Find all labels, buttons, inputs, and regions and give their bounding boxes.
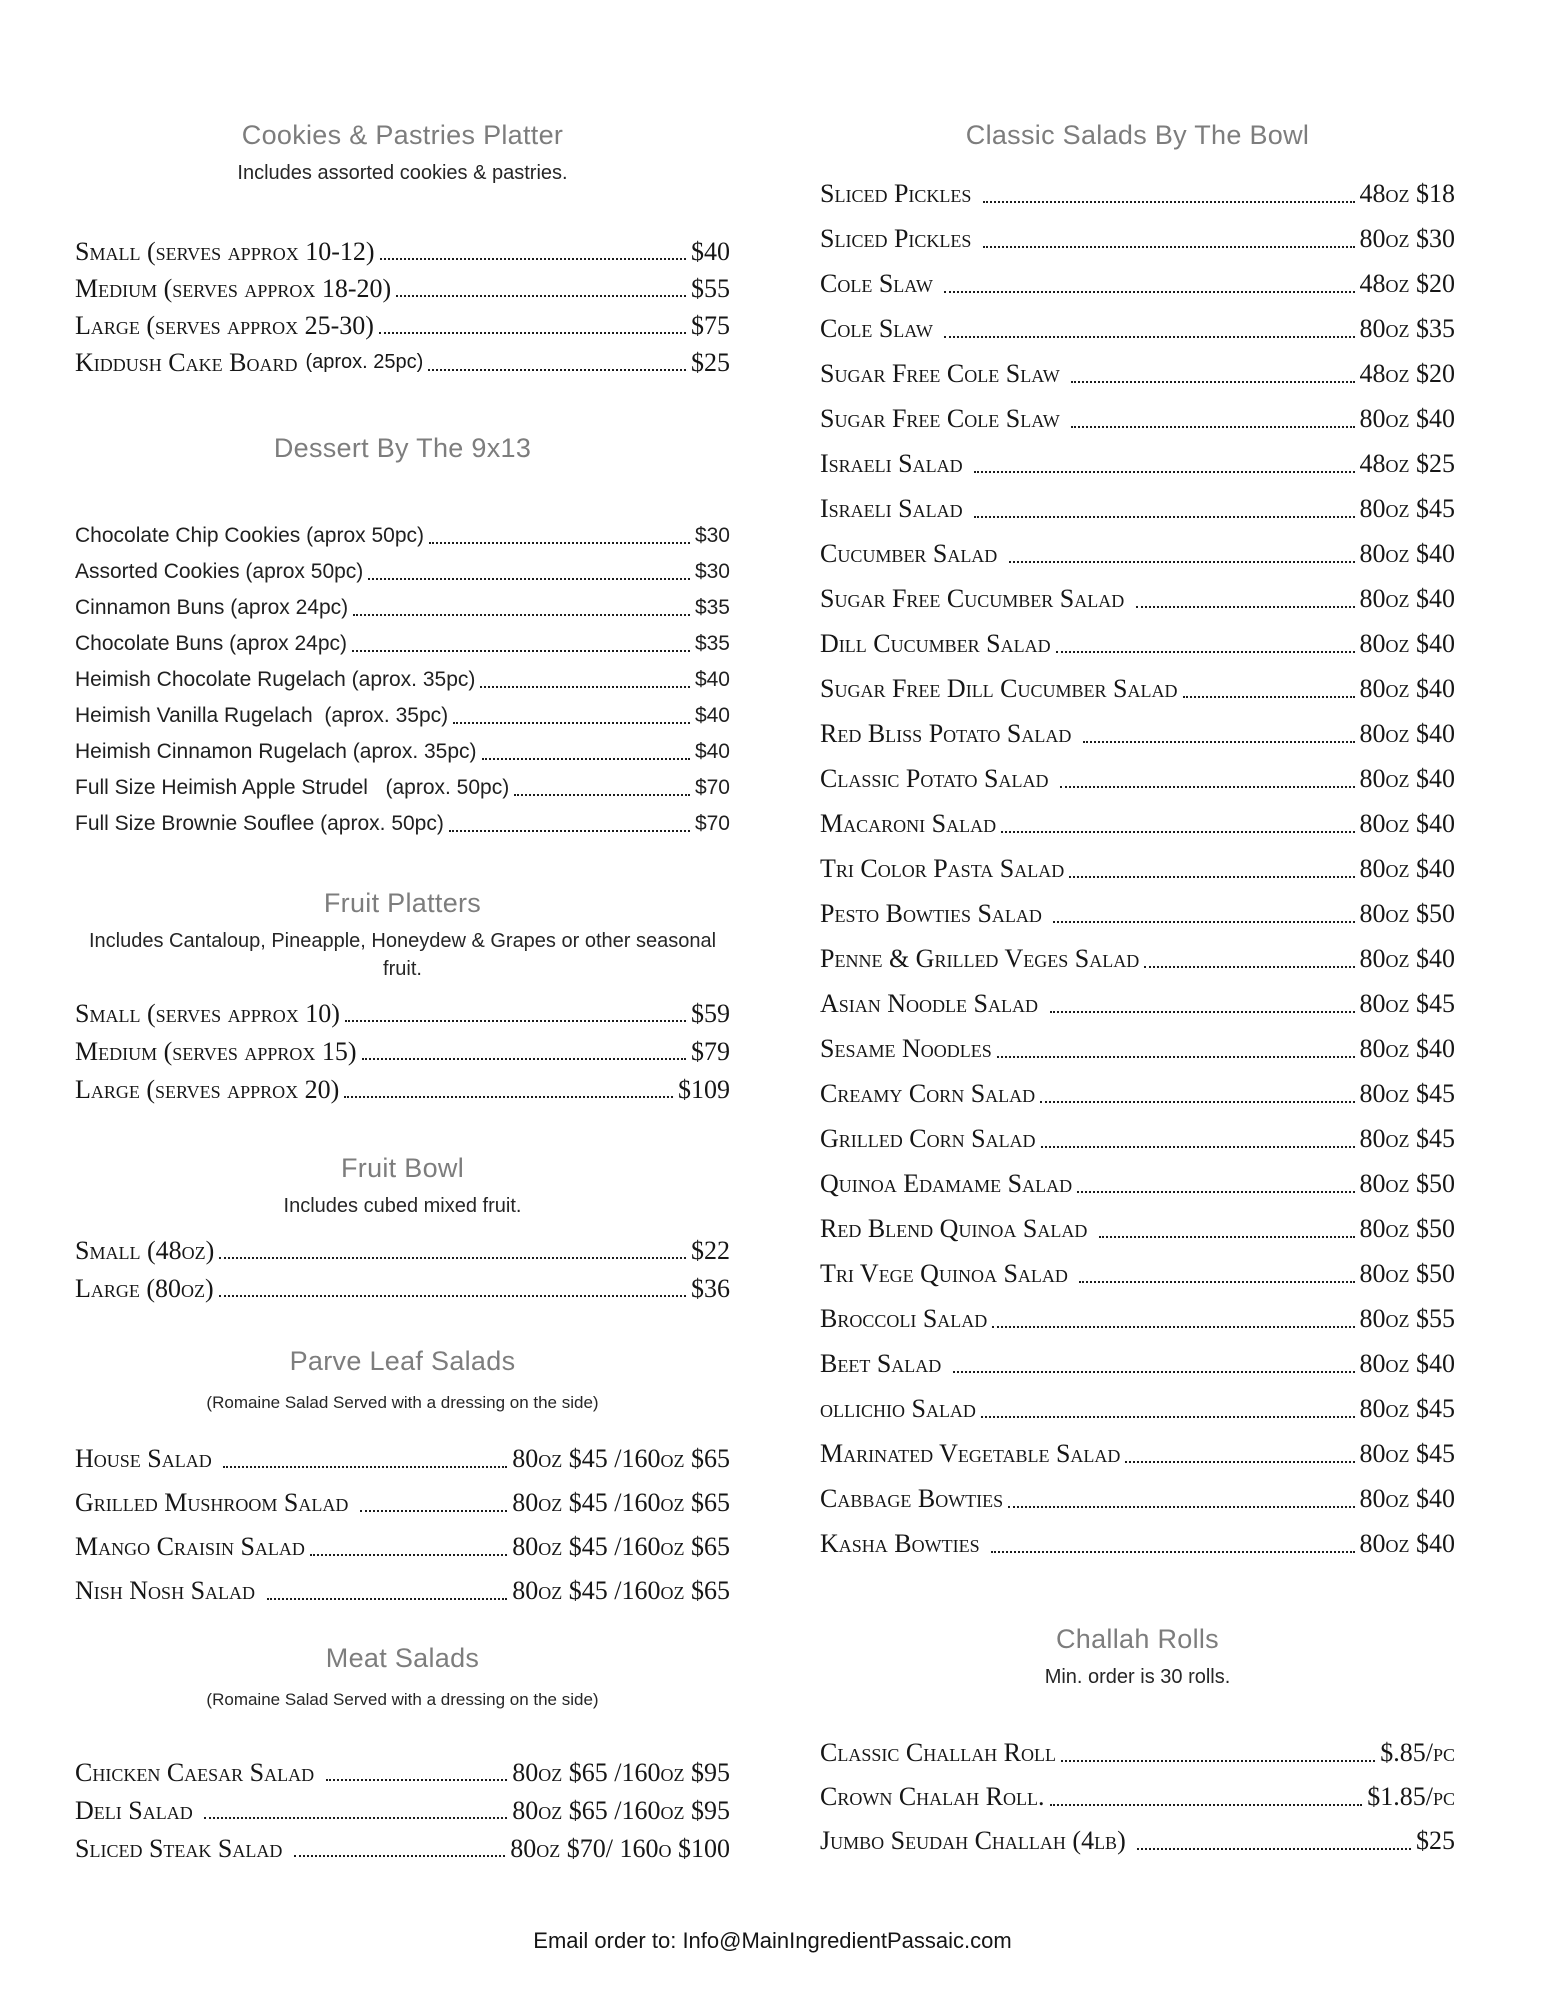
menu-item-row bbox=[75, 806, 730, 842]
dot-leader bbox=[1050, 1011, 1355, 1013]
menu-item-row bbox=[820, 1026, 1455, 1071]
section-items bbox=[820, 171, 1455, 1566]
menu-item-name: Macaroni Salad bbox=[820, 809, 997, 838]
menu-item-price: $30 bbox=[694, 560, 730, 583]
menu-item-name: Sesame Noodles bbox=[820, 1034, 992, 1063]
menu-item-name: Grilled Corn Salad bbox=[820, 1124, 1036, 1153]
menu-item-price: 80oz $45 bbox=[1359, 989, 1455, 1018]
menu-item-name: Sliced Steak Salad bbox=[75, 1834, 289, 1863]
section-classic-salads-by-the-bowl bbox=[820, 122, 1455, 1566]
menu-item-price: 80oz $40 bbox=[1359, 764, 1455, 793]
section-items bbox=[75, 995, 730, 1109]
section-fruit-platters bbox=[75, 890, 730, 1109]
menu-item-price: 80oz $40 bbox=[1359, 809, 1455, 838]
menu-item-name: Cucumber Salad bbox=[820, 539, 1004, 568]
dot-leader bbox=[997, 1056, 1355, 1058]
dot-leader bbox=[360, 1510, 507, 1512]
dot-leader bbox=[981, 1416, 1355, 1418]
menu-item-name: Penne & Grilled Veges Salad bbox=[820, 944, 1140, 973]
menu-item-name: Large (serves approx 25-30) bbox=[75, 311, 374, 340]
menu-item-row bbox=[820, 1819, 1455, 1863]
dot-leader bbox=[428, 369, 686, 371]
email-order-footer: Email order to: Info@MainIngredientPassaic.com bbox=[533, 1928, 1012, 1953]
menu-item-price: $30 bbox=[694, 524, 730, 547]
menu-item-name: Creamy Corn Salad bbox=[820, 1079, 1036, 1108]
section-subtitle: Min. order is 30 rolls. bbox=[1044, 1666, 1231, 1688]
dot-leader bbox=[992, 1326, 1354, 1328]
right-column bbox=[820, 122, 1455, 1868]
section-title: Meat Salads bbox=[325, 1643, 480, 1673]
dot-leader bbox=[1136, 606, 1355, 608]
menu-item-row bbox=[75, 270, 730, 307]
menu-item-name: Chicken Caesar Salad bbox=[75, 1758, 321, 1787]
dot-leader bbox=[345, 1020, 686, 1022]
menu-item-price: $22 bbox=[691, 1236, 730, 1265]
menu-item-price: $55 bbox=[691, 274, 730, 303]
section-title: Fruit Bowl bbox=[340, 1153, 465, 1183]
menu-item-row bbox=[820, 846, 1455, 891]
dot-leader bbox=[1183, 696, 1355, 698]
dot-leader bbox=[1050, 1804, 1363, 1806]
menu-item-price: 80oz $65 /160oz $95 bbox=[512, 1758, 730, 1787]
menu-item-price: 80oz $45 /160oz $65 bbox=[512, 1488, 730, 1517]
menu-item-name: Small (serves approx 10) bbox=[75, 999, 340, 1028]
menu-item-price: 80oz $45 /160oz $65 bbox=[512, 1576, 730, 1605]
menu-item-name: Broccoli Salad bbox=[820, 1304, 988, 1333]
dot-leader bbox=[1083, 741, 1355, 743]
menu-item-row bbox=[820, 1521, 1455, 1566]
section-title: Challah Rolls bbox=[1056, 1624, 1219, 1654]
menu-item-row bbox=[820, 1341, 1455, 1386]
menu-item-row bbox=[820, 531, 1455, 576]
menu-item-name: Full Size Brownie Souflee (aprox. 50pc) bbox=[75, 812, 444, 835]
dot-leader bbox=[974, 516, 1354, 518]
menu-item-name: Sugar Free Cucumber Salad bbox=[820, 584, 1131, 613]
menu-item-row bbox=[820, 1251, 1455, 1296]
dot-leader bbox=[1144, 966, 1354, 968]
menu-item-note: (aprox. 25pc) bbox=[305, 351, 424, 373]
menu-item-name: Full Size Heimish Apple Strudel (aprox. 50pc) bbox=[75, 776, 510, 799]
left-column bbox=[75, 122, 730, 1868]
menu-item-name: Grilled Mushroom Salad bbox=[75, 1488, 355, 1517]
dot-leader bbox=[991, 1551, 1354, 1553]
menu-item-price: $25 bbox=[691, 348, 730, 377]
menu-item-name: Crown Chalah Roll. bbox=[820, 1782, 1045, 1811]
menu-item-row bbox=[75, 1525, 730, 1569]
menu-item-price: 80oz $45 bbox=[1359, 1124, 1455, 1153]
menu-item-name: Sugar Free Cole Slaw bbox=[820, 404, 1067, 433]
menu-item-row bbox=[820, 1476, 1455, 1521]
dot-leader bbox=[344, 1096, 673, 1098]
menu-item-price: 80oz $65 /160oz $95 bbox=[512, 1796, 730, 1825]
menu-item-name: ollichio Salad bbox=[820, 1394, 976, 1423]
menu-item-name: Cole Slaw bbox=[820, 314, 940, 343]
menu-item-price: 80oz $50 bbox=[1359, 1214, 1455, 1243]
menu-item-price: 80oz $40 bbox=[1359, 1034, 1455, 1063]
section-title: Parve Leaf Salads bbox=[289, 1346, 516, 1376]
menu-item-price: 80oz $40 bbox=[1359, 719, 1455, 748]
menu-item-name: Dill Cucumber Salad bbox=[820, 629, 1051, 658]
menu-item-price: 80oz $35 bbox=[1359, 314, 1455, 343]
menu-item-row bbox=[820, 801, 1455, 846]
menu-item-row bbox=[820, 711, 1455, 756]
menu-item-price: 80oz $45 bbox=[1359, 1439, 1455, 1468]
menu-item-price: 80oz $70/ 160o $100 bbox=[510, 1834, 730, 1863]
dot-leader bbox=[380, 258, 686, 260]
dot-leader bbox=[396, 295, 686, 297]
menu-item-price: 80oz $45 /160oz $65 bbox=[512, 1532, 730, 1561]
dot-leader bbox=[1071, 381, 1354, 383]
dot-leader bbox=[1137, 1848, 1411, 1850]
menu-item-row bbox=[820, 441, 1455, 486]
menu-item-name: Assorted Cookies (aprox 50pc) bbox=[75, 560, 364, 583]
menu-item-name: Small (48oz) bbox=[75, 1236, 215, 1265]
menu-item-price: 80oz $50 bbox=[1359, 899, 1455, 928]
dot-leader bbox=[1008, 1506, 1354, 1508]
menu-item-row bbox=[75, 626, 730, 662]
menu-item-name: Marinated Vegetable Salad bbox=[820, 1439, 1121, 1468]
menu-item-name: Chocolate Chip Cookies (aprox 50pc) bbox=[75, 524, 425, 547]
menu-item-row bbox=[820, 756, 1455, 801]
dot-leader bbox=[1053, 921, 1354, 923]
menu-item-row bbox=[820, 1206, 1455, 1251]
menu-item-row bbox=[75, 1754, 730, 1792]
section-subtitle: Includes Cantaloup, Pineapple, Honeydew & Grapes or other seasonal fruit. bbox=[88, 930, 717, 980]
dot-leader bbox=[310, 1554, 507, 1556]
menu-item-row bbox=[820, 351, 1455, 396]
menu-item-price: $40 bbox=[694, 668, 730, 691]
menu-item-row bbox=[820, 981, 1455, 1026]
dot-leader bbox=[1079, 1281, 1354, 1283]
menu-item-name: Cinnamon Buns (aprox 24pc) bbox=[75, 596, 349, 619]
dot-leader bbox=[983, 201, 1355, 203]
menu-item-price: 80oz $40 bbox=[1359, 539, 1455, 568]
menu-item-price: 48oz $18 bbox=[1359, 179, 1455, 208]
dot-leader bbox=[1099, 1236, 1355, 1238]
menu-item-price: 80oz $40 bbox=[1359, 674, 1455, 703]
menu-item-row bbox=[820, 1775, 1455, 1819]
menu-item-name: Medium (serves approx 18-20) bbox=[75, 274, 392, 303]
section-items bbox=[820, 1731, 1455, 1863]
menu-item-row bbox=[820, 396, 1455, 441]
menu-item-row bbox=[75, 233, 730, 270]
menu-item-row bbox=[75, 770, 730, 806]
menu-item-row bbox=[75, 554, 730, 590]
dot-leader bbox=[326, 1779, 508, 1781]
menu-item-row bbox=[75, 698, 730, 734]
dot-leader bbox=[219, 1257, 686, 1259]
menu-item-price: $.85/pc bbox=[1380, 1738, 1455, 1767]
menu-item-name: Deli Salad bbox=[75, 1796, 200, 1825]
menu-item-name: Quinoa Edamame Salad bbox=[820, 1169, 1073, 1198]
menu-item-price: 80oz $55 bbox=[1359, 1304, 1455, 1333]
dot-leader bbox=[429, 542, 690, 544]
dot-leader bbox=[1125, 1461, 1354, 1463]
dot-leader bbox=[514, 794, 690, 796]
menu-item-name: Classic Challah Roll bbox=[820, 1738, 1057, 1767]
menu-item-name: Kasha Bowties bbox=[820, 1529, 987, 1558]
dot-leader bbox=[352, 650, 690, 652]
section-title: Dessert By The 9x13 bbox=[273, 433, 532, 463]
section-items bbox=[75, 1754, 730, 1868]
section-subtitle: Includes cubed mixed fruit. bbox=[283, 1195, 522, 1217]
menu-item-row bbox=[820, 1161, 1455, 1206]
menu-item-row bbox=[75, 995, 730, 1033]
dot-leader bbox=[379, 332, 686, 334]
menu-item-name: Heimish Chocolate Rugelach (aprox. 35pc) bbox=[75, 668, 476, 691]
dot-leader bbox=[204, 1817, 507, 1819]
dot-leader bbox=[453, 722, 690, 724]
menu-item-row bbox=[75, 734, 730, 770]
menu-item-name: Israeli Salad bbox=[820, 494, 970, 523]
dot-leader bbox=[294, 1855, 505, 1857]
menu-item-price: $79 bbox=[691, 1037, 730, 1066]
dot-leader bbox=[480, 686, 690, 688]
section-title: Fruit Platters bbox=[323, 888, 482, 918]
menu-item-row bbox=[820, 891, 1455, 936]
menu-item-name: Pesto Bowties Salad bbox=[820, 899, 1049, 928]
menu-item-price: 80oz $50 bbox=[1359, 1169, 1455, 1198]
menu-item-price: 48oz $25 bbox=[1359, 449, 1455, 478]
menu-item-price: 80oz $40 bbox=[1359, 404, 1455, 433]
section-cookies-pastries-platter bbox=[75, 122, 730, 381]
section-items bbox=[75, 233, 730, 381]
dot-leader bbox=[368, 578, 690, 580]
menu-columns bbox=[75, 122, 1455, 1868]
menu-item-name: Large (serves approx 20) bbox=[75, 1075, 340, 1104]
menu-item-row bbox=[820, 1386, 1455, 1431]
menu-item-price: 80oz $30 bbox=[1359, 224, 1455, 253]
menu-item-row bbox=[820, 1296, 1455, 1341]
menu-item-row bbox=[820, 171, 1455, 216]
dot-leader bbox=[1069, 876, 1354, 878]
menu-item-name: Medium (serves approx 15) bbox=[75, 1037, 357, 1066]
menu-item-row bbox=[75, 1569, 730, 1613]
section-meat-salads bbox=[75, 1645, 730, 1868]
menu-item-price: 80oz $45 bbox=[1359, 1394, 1455, 1423]
menu-item-price: 80oz $40 bbox=[1359, 584, 1455, 613]
section-subtitle: Includes assorted cookies & pastries. bbox=[237, 162, 568, 184]
menu-item-row bbox=[75, 1232, 730, 1270]
menu-item-row bbox=[820, 306, 1455, 351]
menu-item-price: $1.85/pc bbox=[1367, 1782, 1455, 1811]
menu-item-row bbox=[75, 1071, 730, 1109]
menu-item-row bbox=[75, 1830, 730, 1868]
dot-leader bbox=[983, 246, 1355, 248]
menu-item-row bbox=[75, 518, 730, 554]
menu-item-price: 80oz $45 bbox=[1359, 1079, 1455, 1108]
menu-item-price: $40 bbox=[694, 704, 730, 727]
menu-item-price: 80oz $40 bbox=[1359, 1349, 1455, 1378]
menu-item-name: Israeli Salad bbox=[820, 449, 970, 478]
menu-item-row bbox=[820, 1731, 1455, 1775]
menu-item-row bbox=[820, 576, 1455, 621]
menu-item-name: Nish Nosh Salad bbox=[75, 1576, 262, 1605]
menu-item-row bbox=[75, 1481, 730, 1525]
dot-leader bbox=[219, 1295, 686, 1297]
menu-item-row bbox=[75, 344, 730, 381]
dot-leader bbox=[1077, 1191, 1354, 1193]
section-title: Cookies & Pastries Platter bbox=[241, 120, 564, 150]
section-subtitle: (Romaine Salad Served with a dressing on the side) bbox=[206, 1690, 599, 1709]
menu-item-price: 80oz $45 /160oz $65 bbox=[512, 1444, 730, 1473]
menu-item-price: 80oz $40 bbox=[1359, 854, 1455, 883]
section-items bbox=[75, 1437, 730, 1613]
dot-leader bbox=[267, 1598, 508, 1600]
menu-item-row bbox=[820, 261, 1455, 306]
section-items bbox=[75, 1232, 730, 1308]
section-title: Classic Salads By The Bowl bbox=[965, 120, 1310, 150]
dot-leader bbox=[1056, 651, 1355, 653]
dot-leader bbox=[944, 291, 1354, 293]
section-items bbox=[75, 518, 730, 842]
menu-item-name: Chocolate Buns (aprox 24pc) bbox=[75, 632, 347, 655]
menu-item-name: Cole Slaw bbox=[820, 269, 940, 298]
menu-item-name: Kiddush Cake Board bbox=[75, 348, 298, 377]
section-fruit-bowl bbox=[75, 1155, 730, 1308]
menu-item-price: 80oz $40 bbox=[1359, 1529, 1455, 1558]
menu-item-row bbox=[820, 486, 1455, 531]
menu-item-price: $35 bbox=[694, 596, 730, 619]
menu-item-price: 80oz $40 bbox=[1359, 629, 1455, 658]
menu-item-row bbox=[75, 307, 730, 344]
dot-leader bbox=[362, 1058, 686, 1060]
dot-leader bbox=[1071, 426, 1354, 428]
menu-item-name: Sliced Pickles bbox=[820, 224, 978, 253]
menu-item-row bbox=[75, 1270, 730, 1308]
dot-leader bbox=[1060, 786, 1355, 788]
dot-leader bbox=[223, 1466, 507, 1468]
menu-item-name: Beet Salad bbox=[820, 1349, 948, 1378]
dot-leader bbox=[353, 614, 690, 616]
menu-item-name: House Salad bbox=[75, 1444, 219, 1473]
menu-item-name: Jumbo Seudah Challah (4lb) bbox=[820, 1826, 1133, 1855]
menu-item-row bbox=[75, 1033, 730, 1071]
menu-item-price: $36 bbox=[691, 1274, 730, 1303]
section-challah-rolls bbox=[820, 1626, 1455, 1863]
menu-item-price: $75 bbox=[691, 311, 730, 340]
dot-leader bbox=[1009, 561, 1355, 563]
menu-item-price: $70 bbox=[694, 812, 730, 835]
dot-leader bbox=[953, 1371, 1355, 1373]
menu-item-row bbox=[75, 662, 730, 698]
dot-leader bbox=[944, 336, 1354, 338]
menu-item-price: 80oz $45 bbox=[1359, 494, 1455, 523]
menu-item-price: $109 bbox=[678, 1075, 730, 1104]
menu-item-name: Asian Noodle Salad bbox=[820, 989, 1045, 1018]
menu-item-price: $35 bbox=[694, 632, 730, 655]
menu-item-name: Tri Vege Quinoa Salad bbox=[820, 1259, 1075, 1288]
menu-item-name: Tri Color Pasta Salad bbox=[820, 854, 1065, 883]
section-dessert-by-the-9x13 bbox=[75, 435, 730, 842]
menu-item-price: 80oz $50 bbox=[1359, 1259, 1455, 1288]
menu-item-price: $70 bbox=[694, 776, 730, 799]
menu-item-price: $25 bbox=[1416, 1826, 1455, 1855]
menu-item-row bbox=[820, 1116, 1455, 1161]
menu-item-price: $59 bbox=[691, 999, 730, 1028]
menu-item-name: Heimish Cinnamon Rugelach (aprox. 35pc) bbox=[75, 740, 477, 763]
dot-leader bbox=[1040, 1101, 1354, 1103]
menu-item-price: 80oz $40 bbox=[1359, 944, 1455, 973]
menu-item-row bbox=[820, 621, 1455, 666]
menu-item-name: Sugar Free Dill Cucumber Salad bbox=[820, 674, 1178, 703]
menu-item-price: 80oz $40 bbox=[1359, 1484, 1455, 1513]
menu-item-row bbox=[75, 1437, 730, 1481]
menu-item-name: Cabbage Bowties bbox=[820, 1484, 1004, 1513]
dot-leader bbox=[974, 471, 1354, 473]
menu-item-name: Classic Potato Salad bbox=[820, 764, 1055, 793]
dot-leader bbox=[482, 758, 690, 760]
menu-item-price: $40 bbox=[694, 740, 730, 763]
dot-leader bbox=[1061, 1760, 1375, 1762]
menu-item-name: Red Bliss Potato Salad bbox=[820, 719, 1078, 748]
menu-item-row bbox=[820, 936, 1455, 981]
menu-item-name: Small (serves approx 10-12) bbox=[75, 237, 375, 266]
menu-item-name: Sugar Free Cole Slaw bbox=[820, 359, 1067, 388]
menu-item-row bbox=[820, 1071, 1455, 1116]
menu-item-name: Mango Craisin Salad bbox=[75, 1532, 305, 1561]
menu-item-row bbox=[820, 216, 1455, 261]
menu-item-name: Red Blend Quinoa Salad bbox=[820, 1214, 1094, 1243]
menu-item-name: Heimish Vanilla Rugelach (aprox. 35pc) bbox=[75, 704, 449, 727]
menu-item-price: 48oz $20 bbox=[1359, 269, 1455, 298]
menu-item-row bbox=[75, 1792, 730, 1830]
section-parve-leaf-salads bbox=[75, 1348, 730, 1613]
dot-leader bbox=[1041, 1146, 1355, 1148]
menu-item-name: Large (80oz) bbox=[75, 1274, 214, 1303]
menu-item-name: Sliced Pickles bbox=[820, 179, 978, 208]
dot-leader bbox=[449, 830, 690, 832]
menu-item-row bbox=[820, 1431, 1455, 1476]
menu-item-price: $40 bbox=[691, 237, 730, 266]
section-subtitle: (Romaine Salad Served with a dressing on the side) bbox=[206, 1393, 599, 1412]
dot-leader bbox=[1001, 831, 1354, 833]
menu-item-row bbox=[75, 590, 730, 626]
menu-item-price: 48oz $20 bbox=[1359, 359, 1455, 388]
menu-item-row bbox=[820, 666, 1455, 711]
